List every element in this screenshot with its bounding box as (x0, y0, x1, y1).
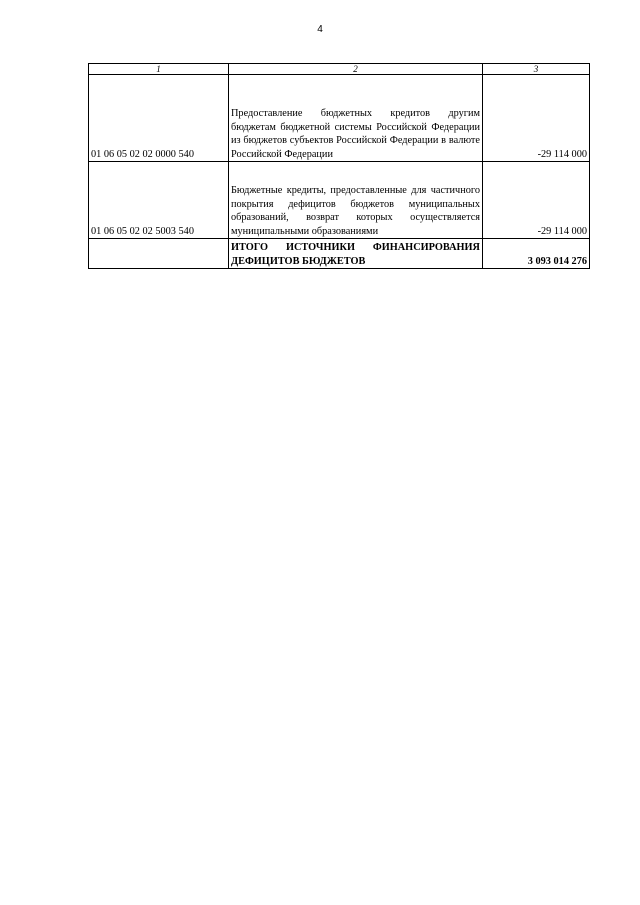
table-header-row (89, 64, 590, 75)
description-cell: Бюджетные кредиты, предоставленные для частичного покрытия дефицитов бюджетов муниципальных образований, возврат которых осуществляется муниципальными образованиями (229, 162, 483, 239)
total-amount-cell: 3 093 014 276 (483, 239, 590, 269)
column-header-2: 2 (229, 64, 483, 75)
amount-cell: -29 114 000 (483, 75, 590, 162)
amount-cell: -29 114 000 (483, 162, 590, 239)
column-header-3: 3 (483, 64, 590, 75)
budget-code-cell: 01 06 05 02 02 5003 540 (89, 162, 229, 239)
column-header-1: 1 (89, 64, 229, 75)
total-row (89, 239, 590, 269)
page-number: 4 (317, 24, 323, 35)
table-row (89, 75, 590, 162)
budget-sources-table (88, 63, 590, 269)
budget-code-cell: 01 06 05 02 02 0000 540 (89, 75, 229, 162)
total-label-cell: ИТОГО ИСТОЧНИКИ ФИНАНСИРОВАНИЯ ДЕФИЦИТОВ БЮДЖЕТОВ (229, 239, 483, 269)
description-cell: Предоставление бюджетных кредитов другим бюджетам бюджетной системы Российской Федерации из бюджетов субъектов Российской Федерации в валюте Российской Федерации (229, 75, 483, 162)
table-row (89, 162, 590, 239)
total-code-cell (89, 239, 229, 269)
